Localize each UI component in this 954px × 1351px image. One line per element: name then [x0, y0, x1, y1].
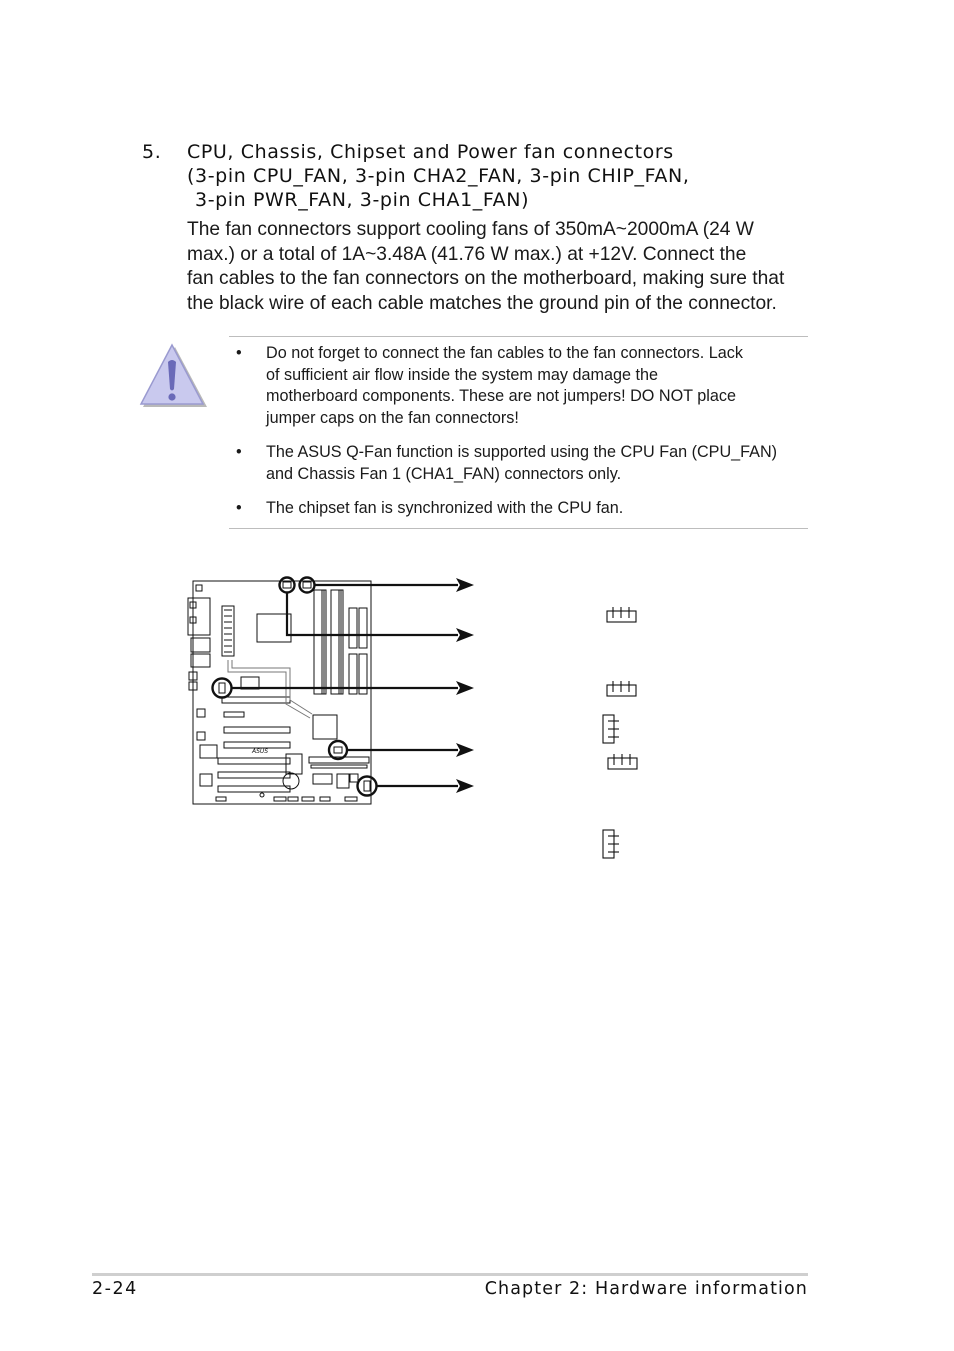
body-line: max.) or a total of 1A~3.48A (41.76 W max.) at +12V. Connect the: [187, 243, 747, 265]
horizontal-3-pin-connector-symbol: [608, 754, 637, 769]
body-line: the black wire of each cable matches the ground pin of the connector.: [187, 292, 777, 314]
motherboard-layout: [188, 581, 371, 804]
note-line: The ASUS Q-Fan function is supported using the CPU Fan (CPU_FAN): [266, 443, 778, 461]
caution-note: [229, 498, 819, 520]
note-line: jumper caps on the fan connectors!: [266, 409, 519, 428]
section-heading-line: 3-pin PWR_FAN, 3-pin CHA1_FAN): [195, 189, 530, 211]
horizontal-3-pin-connector-symbol: [607, 607, 636, 622]
horizontal-3-pin-connector-symbol: [607, 681, 636, 696]
caution-bottom-rule: [229, 528, 808, 529]
chapter-title: Chapter 2: Hardware information: [484, 1279, 808, 1299]
fan-connector-diagram: [0, 560, 954, 880]
section-heading-line: (3-pin CPU_FAN, 3-pin CHA2_FAN, 3-pin CHIP_FAN,: [187, 165, 690, 187]
footer-rule: [92, 1273, 808, 1276]
connector-pin-symbols: [603, 607, 637, 858]
section-number: 5.: [142, 141, 162, 163]
warning-triangle-icon: [139, 343, 209, 409]
body-line: fan cables to the fan connectors on the motherboard, making sure that: [187, 268, 785, 289]
vertical-3-pin-connector-symbol: [603, 715, 619, 743]
fan-header-marks: [219, 582, 370, 791]
note-bullet: •: [236, 443, 242, 461]
caution-note: [229, 343, 819, 430]
section-heading-line: CPU, Chassis, Chipset and Power fan connectors: [187, 141, 674, 163]
note-bullet: •: [236, 344, 242, 362]
note-line: The chipset fan is synchronized with the CPU fan.: [266, 499, 624, 517]
board-logo-text: ASUS: [252, 748, 269, 755]
note-bullet: •: [236, 499, 242, 517]
body-line: The fan connectors support cooling fans of 350mA~2000mA (24 W: [187, 219, 754, 240]
caution-top-rule: [229, 336, 808, 337]
page-number: 2-24: [92, 1279, 138, 1299]
note-line: Do not forget to connect the fan cables to the fan connectors. Lack: [266, 344, 743, 362]
note-line: and Chassis Fan 1 (CHA1_FAN) connectors only.: [266, 464, 622, 483]
note-line: of sufficient air flow inside the system may damage the: [266, 365, 658, 384]
body-paragraph: [187, 218, 812, 316]
caution-note: [229, 442, 819, 485]
vertical-3-pin-connector-symbol: [603, 830, 619, 858]
arrowheads: [456, 578, 474, 793]
note-line: motherboard components. These are not jumpers! DO NOT place: [266, 387, 736, 406]
